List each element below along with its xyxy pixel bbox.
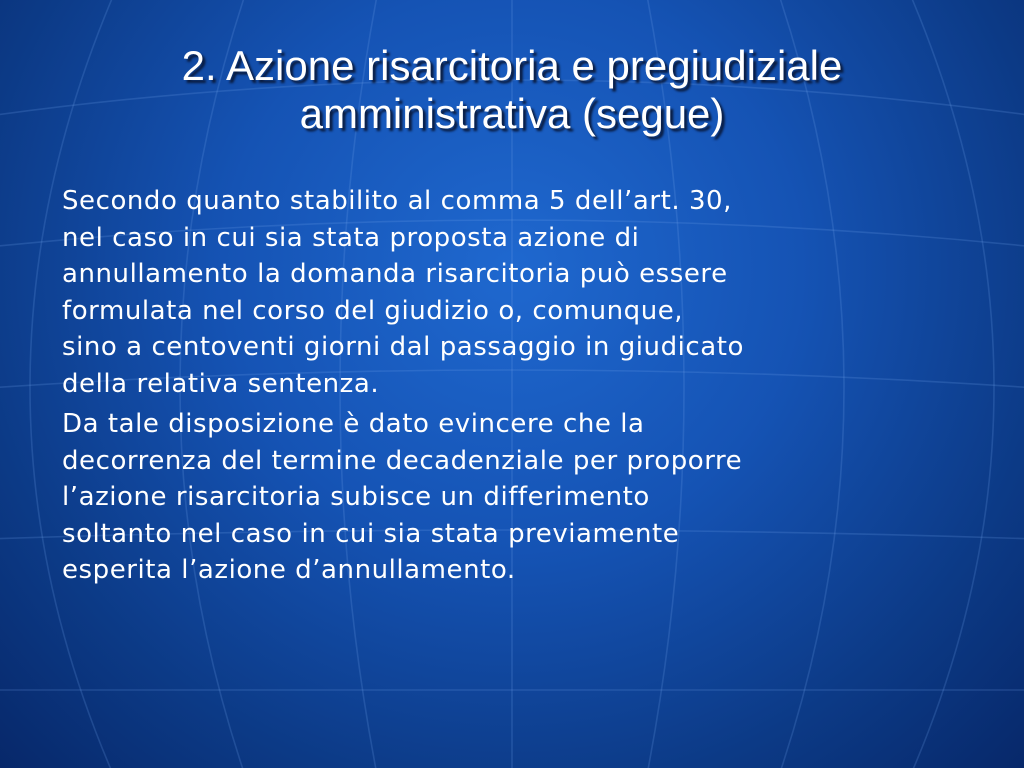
slide-body (62, 183, 982, 593)
paragraph-line: della relativa sentenza. (62, 368, 380, 399)
paragraph-line: Da tale disposizione è dato evincere che la (62, 409, 645, 439)
body-paragraph (62, 406, 982, 589)
paragraph-line: formulata nel corso del giudizio o, comunque, (62, 295, 684, 326)
paragraph-line: nel caso in cui sia stata proposta azione di (62, 222, 640, 253)
paragraph-line: annullamento la domanda risarcitoria può essere (62, 259, 728, 289)
slide-title-line: 2. Azione risarcitoria e pregiudiziale (181, 42, 843, 89)
paragraph-line: l’azione risarcitoria subisce un differimento (62, 482, 650, 512)
paragraph-line: Secondo quanto stabilito al comma 5 dell’art. 30, (62, 186, 732, 216)
paragraph-line: soltanto nel caso in cui sia stata previamente (62, 518, 680, 549)
body-paragraph (62, 183, 982, 402)
paragraph-line: sino a centoventi giorni dal passaggio in giudicato (62, 332, 744, 362)
slide-title-line: amministrativa (segue) (299, 90, 725, 137)
slide-title (40, 42, 984, 138)
paragraph-line: esperita l’azione d’annullamento. (62, 555, 516, 585)
paragraph-line: decorrenza del termine decadenziale per proporre (62, 445, 743, 476)
